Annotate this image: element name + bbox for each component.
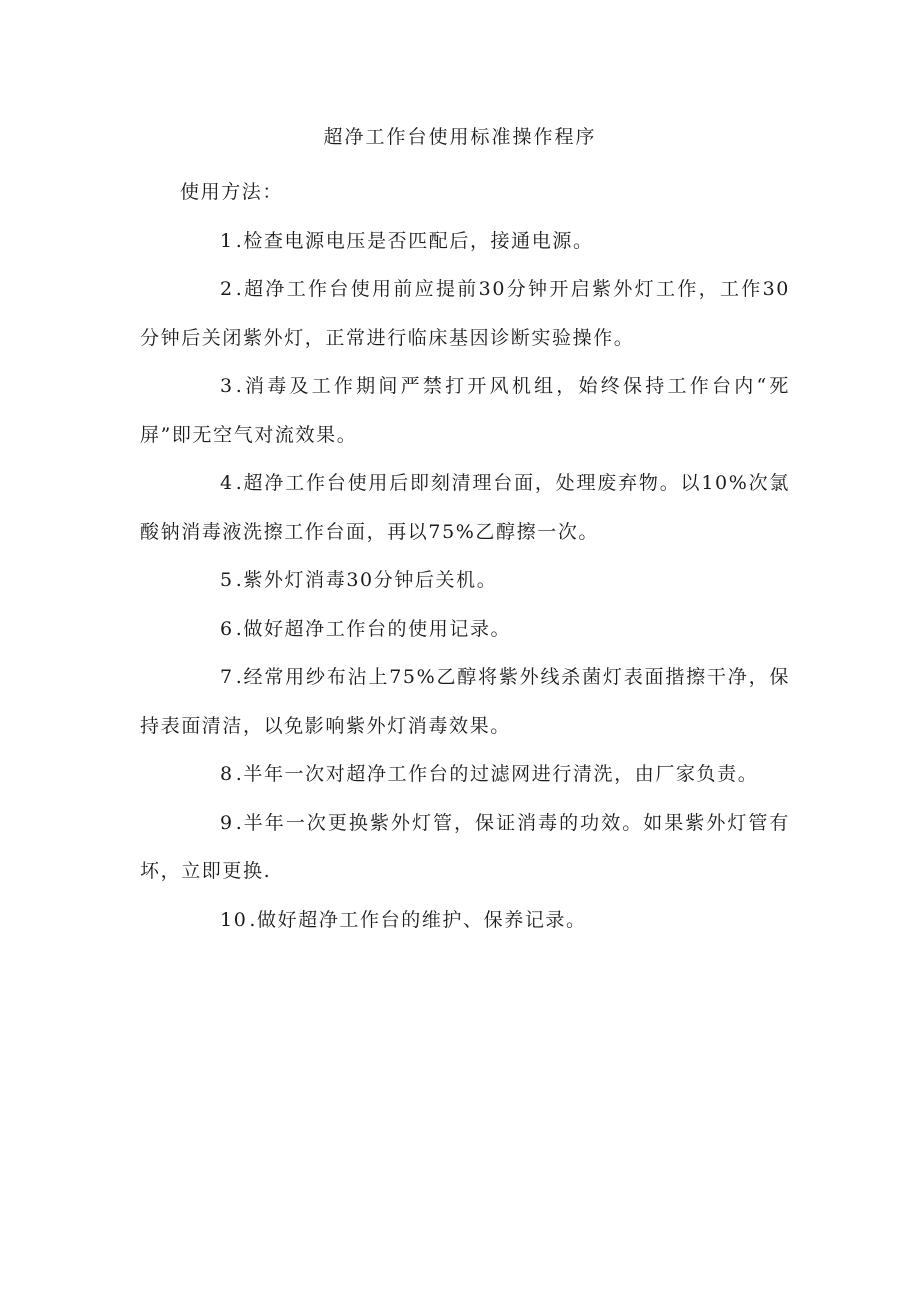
- item-text: .超净工作台使用前应提前30分钟开启紫外灯工作，工作30分钟后关闭紫外灯，正常进行临床基因诊断实验操作。: [140, 278, 790, 349]
- item-number: 1: [220, 229, 234, 252]
- list-item: [140, 896, 790, 945]
- item-number: 5: [220, 569, 234, 591]
- list-item: [140, 653, 790, 750]
- method-heading: 使用方法：: [180, 181, 284, 203]
- item-number: 10: [220, 908, 248, 931]
- item-number: 8: [220, 763, 234, 785]
- list-item: [140, 217, 790, 266]
- list-item: [140, 605, 790, 654]
- item-text: .半年一次对超净工作台的过滤网进行清洗，由厂家负责。: [235, 763, 759, 785]
- document-title: 超净工作台使用标准操作程序: [323, 126, 597, 148]
- item-number: 6: [220, 617, 234, 640]
- item-text: .做好超净工作台的使用记录。: [235, 617, 512, 640]
- item-text: .经常用纱布沾上75%乙醇将紫外线杀菌灯表面揩擦干净，保持表面清洁，以免影响紫外灯消毒效果。: [140, 666, 790, 737]
- list-item: [140, 459, 790, 556]
- list-item: [140, 750, 790, 799]
- item-text: .超净工作台使用后即刻清理台面，处理废弃物。以10%次氯酸钠消毒液洗擦工作台面，再以75%乙醇擦一次。: [140, 472, 790, 543]
- list-item: [140, 556, 790, 605]
- item-text: .消毒及工作期间严禁打开风机组，始终保持工作台内“死屏”即无空气对流效果。: [140, 375, 790, 446]
- item-number: 3: [220, 375, 234, 397]
- list-item: [140, 362, 790, 459]
- document-body: [140, 168, 790, 944]
- item-number: 4: [220, 472, 234, 494]
- item-number: 9: [220, 811, 234, 834]
- item-number: 2: [220, 278, 234, 300]
- item-text: .半年一次更换紫外灯管，保证消毒的功效。如果紫外灯管有坏，立即更换.: [140, 811, 790, 882]
- list-item: [140, 265, 790, 362]
- item-text: .做好超净工作台的维护、保养记录。: [249, 908, 587, 931]
- list-item: [140, 799, 790, 896]
- item-text: .检查电源电压是否匹配后，接通电源。: [235, 229, 594, 252]
- item-text: .紫外灯消毒30分钟后关机。: [235, 569, 498, 591]
- item-number: 7: [220, 666, 234, 688]
